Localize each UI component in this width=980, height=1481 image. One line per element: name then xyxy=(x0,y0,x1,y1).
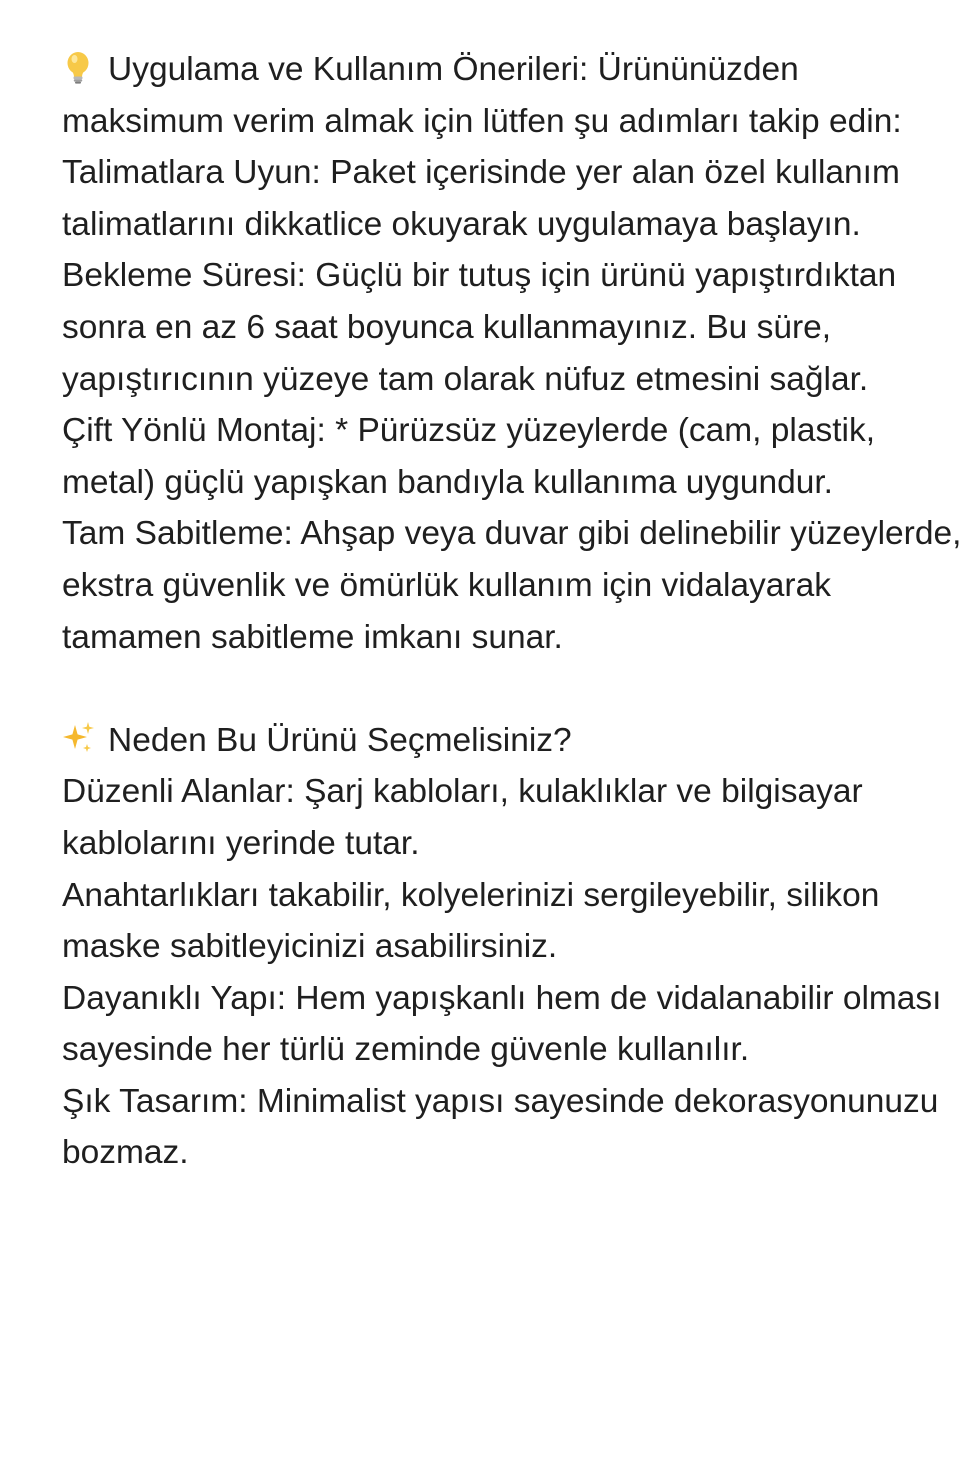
why-heading xyxy=(62,715,962,767)
section-spacer xyxy=(62,663,962,715)
why-heading-text: Neden Bu Ürünü Seçmelisiniz? xyxy=(108,721,572,759)
why-item: Düzenli Alanlar: Şarj kabloları, kulaklıklar ve bilgisayar kablolarını yerinde tutar. xyxy=(62,773,863,862)
usage-item: Çift Yönlü Montaj: * Pürüzsüz yüzeylerde (cam, plastik, metal) güçlü yapışkan bandıyla kullanıma uygundur. xyxy=(62,412,876,501)
why-item: Dayanıklı Yapı: Hem yapışkanlı hem de vidalanabilir olması sayesinde her türlü zeminde güvenle kullanılır. xyxy=(62,979,942,1069)
why-item: Anahtarlıkları takabilir, kolyelerinizi sergileyebilir, silikon maske sabitleyicinizi asabilirsiniz. xyxy=(62,876,880,966)
usage-item: Talimatlara Uyun: Paket içerisinde yer alan özel kullanım talimatlarını dikkatlice okuyarak uygulamaya başlayın. xyxy=(62,154,900,243)
usage-item: Tam Sabitleme: Ahşap veya duvar gibi delinebilir yüzeylerde, ekstra güvenlik ve ömürlük kullanım için vidalayarak tamamen sabitleme imkanı sunar. xyxy=(62,515,962,656)
why-item: Şık Tasarım: Minimalist yapısı sayesinde dekorasyonunuzu bozmaz. xyxy=(62,1082,939,1172)
usage-heading-text: Uygulama ve Kullanım Önerileri: Ürününüzden maksimum verim almak için lütfen şu adımları takip edin: xyxy=(62,51,902,140)
usage-item: Bekleme Süresi: Güçlü bir tutuş için ürünü yapıştırdıktan sonra en az 6 saat boyunca kullanmayınız. Bu süre, yapıştırıcının yüzeye tam olarak nüfuz etmesini sağlar. xyxy=(62,257,897,398)
lightbulb-icon xyxy=(60,49,96,85)
sparkles-icon xyxy=(60,720,96,756)
usage-heading xyxy=(62,44,962,147)
product-description xyxy=(62,44,962,1179)
